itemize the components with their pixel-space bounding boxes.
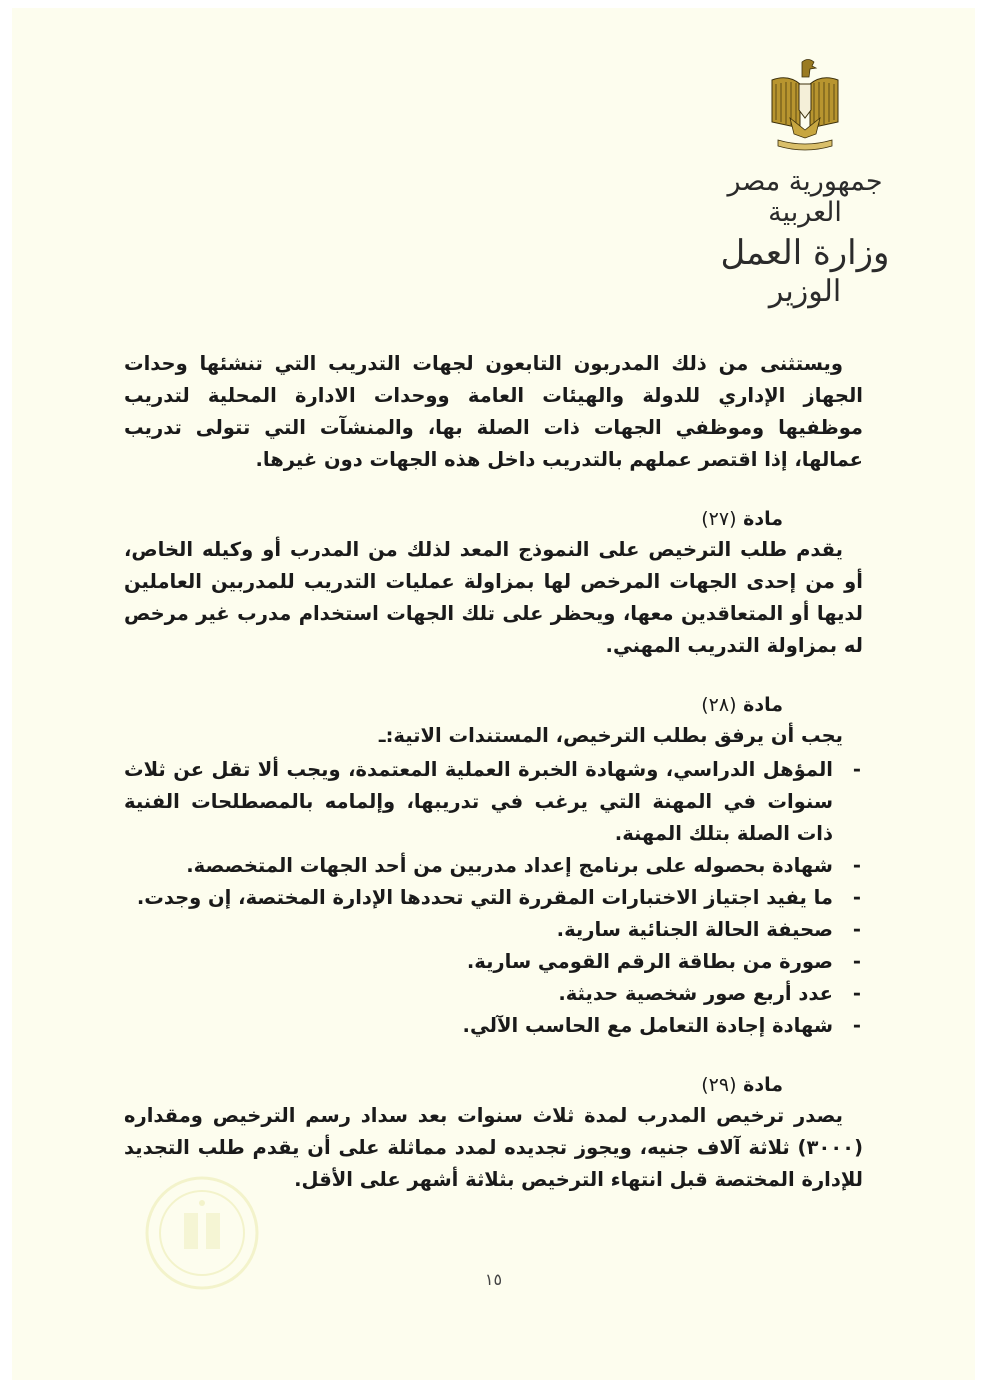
list-item [124, 914, 863, 946]
bullet-dash: - [852, 950, 861, 973]
list-item [124, 850, 863, 882]
article-heading [124, 690, 863, 720]
bullet-dash: - [852, 886, 861, 909]
list-item [124, 978, 863, 1010]
article-heading [124, 1070, 863, 1100]
list-item-text: عدد أربع صور شخصية حديثة. [558, 982, 833, 1005]
list-item [124, 946, 863, 978]
page-number: ١٥ [484, 1270, 503, 1289]
office-title: الوزير [768, 274, 842, 310]
intro-paragraph: ويستثنى من ذلك المدربون التابعون لجهات التدريب التي تنشئها وحدات الجهاز الإداري للدولة والهيئات العامة ووحدات الادارة المحلية لتدريب موظفيها وموظفي الجهات ذات الصلة بها، والمنشآت التي تتولى تدريب عمالها، إذا اقتصر عملهم بالتدريب داخل هذه الجهات دون غيرها. [124, 352, 863, 471]
country-name: جمهورية مصر العربية [727, 166, 883, 229]
article-27 [124, 504, 863, 662]
list-item-text: صورة من بطاقة الرقم القومي سارية. [466, 950, 833, 973]
list-item-text: شهادة إجادة التعامل مع الحاسب الآلي. [462, 1014, 833, 1037]
article-text: يقدم طلب الترخيص على النموذج المعد لذلك من المدرب أو وكيله الخاص، أو من إحدى الجهات المرخص لها بمزاولة عمليات التدريب للمدربين العاملين لديها أو المتعاقدين معها، ويحظر على تلك الجهات استخدام مدرب غير مرخص له بمزاولة التدريب المهني. [124, 538, 863, 657]
list-item [124, 754, 863, 850]
ministry-name: وزارة العمل [720, 233, 890, 274]
bullet-dash: - [852, 1014, 861, 1037]
document-page [12, 8, 975, 1380]
list-item-text: المؤهل الدراسي، وشهادة الخبرة العملية المعتمدة، ويجب ألا تقل عن ثلاث سنوات في المهنة التي يرغب في تدريبها، وإلمامه بالمصطلحات الفنية ذات الصلة بتلك المهنة. [124, 758, 833, 845]
article-number: (٢٧) [701, 508, 737, 530]
article-number: (٢٩) [701, 1074, 737, 1096]
bullet-dash: - [852, 982, 861, 1005]
required-documents-list [124, 754, 863, 1042]
list-item-text: صحيفة الحالة الجنائية سارية. [556, 918, 833, 941]
list-item [124, 1010, 863, 1042]
article-label: مادة [743, 694, 783, 716]
article-number: (٢٨) [701, 694, 737, 716]
bullet-dash: - [852, 918, 861, 941]
letterhead [705, 56, 905, 310]
article-label: مادة [743, 508, 783, 530]
document-body [124, 348, 863, 1196]
eagle-emblem-icon [766, 56, 844, 156]
article-intro: يجب أن يرفق بطلب الترخيص، المستندات الاتية:ـ [378, 724, 843, 747]
bullet-dash: - [852, 758, 861, 781]
article-text: يصدر ترخيص المدرب لمدة ثلاث سنوات بعد سداد رسم الترخيص ومقداره (٣٠٠٠) ثلاثة آلاف جنيه، ويجوز تجديده لمدد مماثلة على أن يقدم طلب التجديد للإدارة المختصة قبل انتهاء الترخيص بثلاثة أشهر على الأقل. [124, 1104, 863, 1191]
article-heading [124, 504, 863, 534]
article-label: مادة [743, 1074, 783, 1096]
article-28 [124, 690, 863, 1042]
bullet-dash: - [852, 854, 861, 877]
list-item-text: ما يفيد اجتياز الاختبارات المقررة التي تحددها الإدارة المختصة، إن وجدت. [136, 886, 833, 909]
list-item [124, 882, 863, 914]
list-item-text: شهادة بحصوله على برنامج إعداد مدربين من أحد الجهات المتخصصة. [186, 854, 833, 877]
